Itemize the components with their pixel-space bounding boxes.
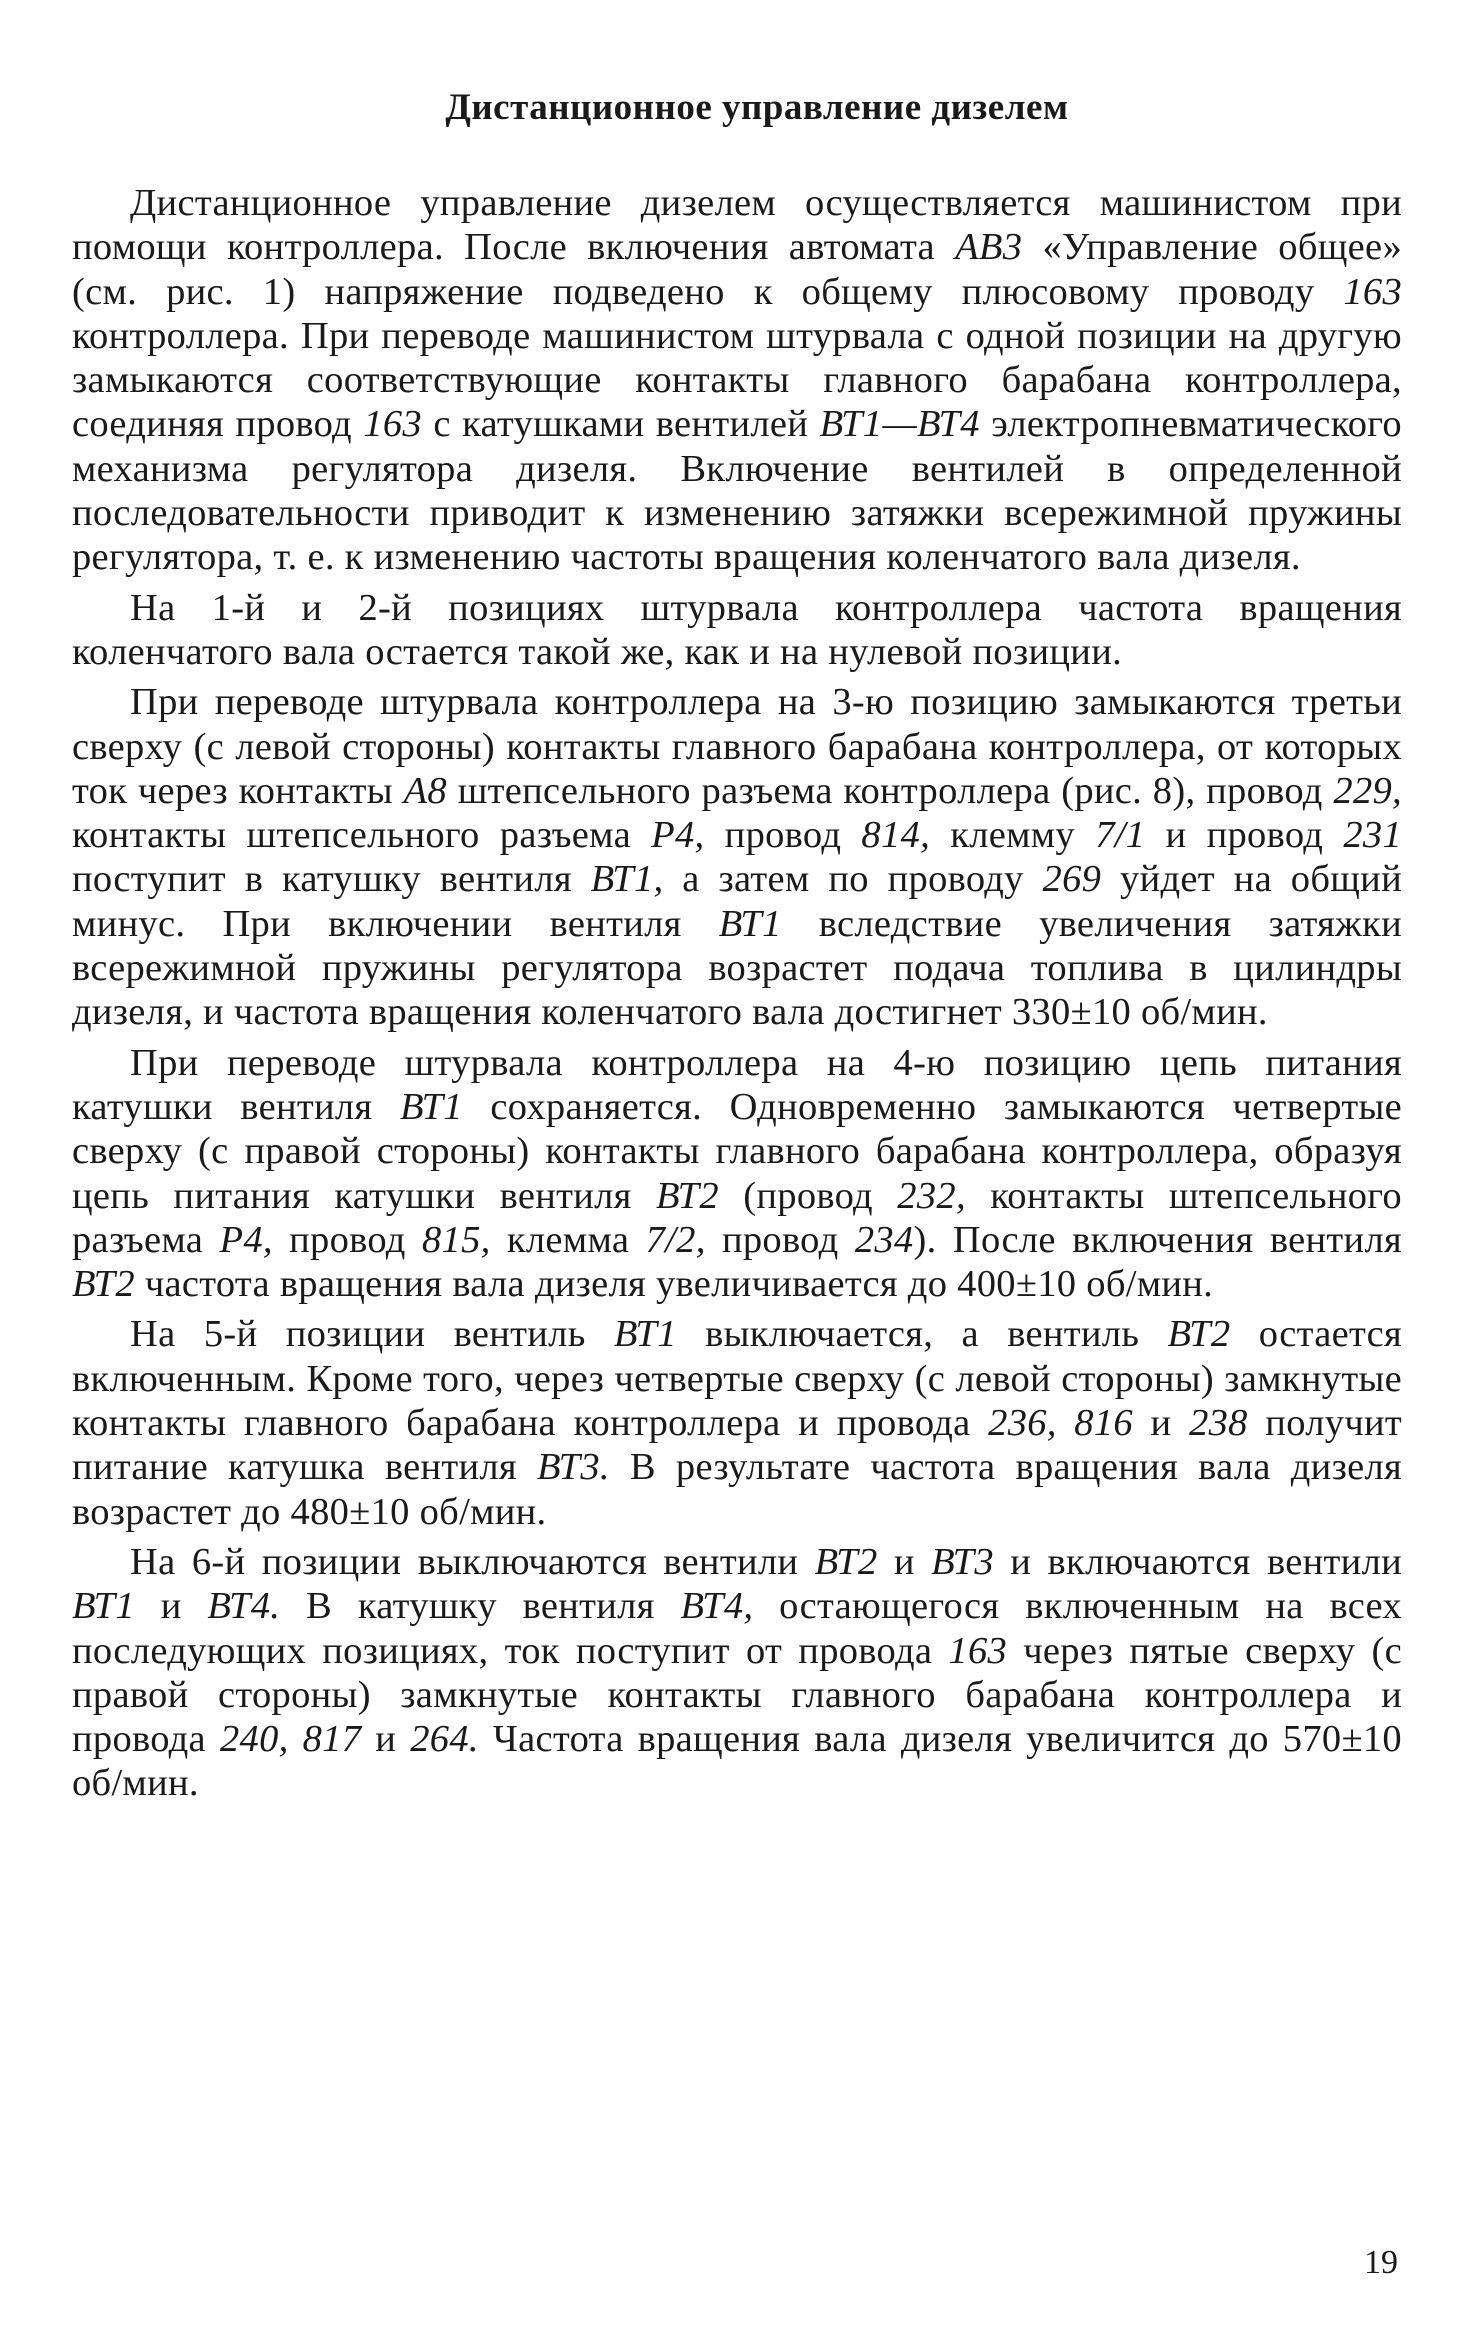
italic-reference: 231 [1343,814,1402,857]
text-run: Частота вращения вала дизеля увеличится до 570±10 об/мин. [72,1718,1402,1805]
italic-reference: ВТ3. [537,1446,610,1489]
text-run: На 6-й позиции выключаются вентили [130,1540,815,1583]
text-run: (провод [718,1174,898,1217]
text-run: клемма [490,1218,646,1261]
italic-reference: ВТ1 [399,1085,463,1128]
italic-reference: 7/1 [1095,814,1146,857]
paragraph [72,1312,1402,1533]
italic-reference: 163 [948,1629,1008,1672]
section-title: Дистанционное управление дизелем [445,87,1069,128]
text-run: частота вращения вала дизеля увеличивается до 400±10 об/мин. [134,1263,1214,1306]
text-run: При переводе штурвала контроллера на 4-ю позицию цепь питания катушки вентиля [72,1041,1402,1128]
text-run: выключается, а вентиль [676,1313,1168,1356]
text-run: На 5-й позиции вентиль [130,1313,614,1356]
text-run: и провод [1145,814,1344,857]
text-run: При переводе штурвала контроллера на 3-ю позицию замыкаются третьи сверху (с левой стороны) контакты главного барабана контроллера, от которых ток через контакты [72,681,1402,812]
paragraph [72,1041,1402,1307]
text-run: На 1-й и 2-й позициях штурвала контроллера частота вращения коленчатого вала остается такой же, как и на нулевой позиции. [72,586,1402,673]
text-run: сохраняется. Одновременно замыкаются четвертые сверху (с правой стороны) контакты главного барабана контроллера, образуя цепь питания катушки вентиля [72,1085,1402,1217]
text-run: контроллера. При переводе машинистом штурвала с одной позиции на другую замыкаются соответствующие контакты главного барабана контроллера, соединяя провод [72,314,1402,446]
paragraph [72,181,1402,580]
italic-reference: ВТ1 [718,902,782,945]
text-run: поступит в катушку вентиля [72,858,591,901]
italic-reference: ВТ1 [72,1585,135,1628]
italic-reference: ВТ4. [207,1585,281,1628]
text-run: и включаются вентили [993,1540,1402,1583]
document-page [72,86,1402,1812]
italic-reference: 815, [422,1218,491,1261]
italic-reference: ВТ1 [613,1313,677,1356]
text-run: и [361,1718,411,1761]
text-run: вследствие увеличения затяжки всережимной пружины регулятора возрастет подача топлива в цилиндры дизеля, и частота вращения коленчатого вала достигнет 330±10 об/мин. [72,902,1402,1034]
italic-reference: ВТ2 [814,1540,878,1583]
text-run: клемму [930,814,1096,857]
italic-reference: ВТ2 [1167,1313,1231,1356]
text-run: В катушку вентиля [280,1585,681,1628]
text-run: и [877,1540,932,1583]
text-run: и [1132,1402,1190,1445]
italic-reference: ВТ2 [72,1263,135,1306]
paragraph [72,1540,1402,1806]
italic-reference: ВТ3 [931,1540,994,1583]
italic-reference: 240, 817 [219,1718,362,1761]
italic-reference: 238 [1189,1402,1248,1445]
italic-reference: 163 [363,403,422,446]
italic-reference: 236, 816 [988,1402,1133,1445]
italic-reference: Р4, [651,814,705,857]
italic-reference: 229, [1333,769,1402,812]
italic-reference: АВ3 [955,226,1023,269]
text-run: остающегося включенным на всех последующих позициях, ток поступит от провода [72,1585,1402,1672]
text-run: провод [272,1218,422,1261]
page-number: 19 [1364,2244,1398,2281]
italic-reference: 232, [897,1174,966,1217]
italic-reference: А8 [403,769,447,812]
italic-reference: ВТ1, [590,858,664,901]
text-run: остается включенным. Кроме того, через четвертые сверху (с левой стороны) замкнутые контакты главного барабана контроллера и провода [72,1313,1403,1445]
italic-reference: 234 [854,1218,914,1261]
italic-reference: 814, [861,814,930,857]
text-run: «Управление общее» (см. рис. 1) напряжение подведено к общему плюсовому проводу [72,226,1402,313]
text-run: электропневматического механизма регулятора дизеля. Включение вентилей в определенной последовательности приводит к изменению затяжки всережимной пружины регулятора, т. е. к изменению частоты вращения коленчатого вала дизеля. [72,403,1402,579]
text-run: и [134,1585,208,1628]
body-text [72,181,1402,1806]
text-run: провод [704,814,862,857]
italic-reference: ВТ1—ВТ4 [819,403,980,446]
text-run: с катушками вентилей [421,403,820,446]
text-run: уйдет на общий минус. При включении вентиля [72,858,1402,945]
text-run: ). После включения вентиля [913,1218,1402,1261]
text-run: контакты штепсельного разъема [72,814,652,857]
text-run: штепсельного разъема контроллера (рис. 8), провод [446,769,1334,812]
text-run: получит питание катушка вентиля [72,1402,1403,1489]
italic-reference: 269 [1042,858,1102,901]
text-run: В результате частота вращения вала дизеля возрастет до 480±10 об/мин. [72,1446,1403,1533]
paragraph [72,586,1402,675]
text-run: провод [705,1218,855,1261]
italic-reference: ВТ4, [680,1585,754,1628]
text-run: через пятые сверху (с правой стороны) замкнутые контакты главного барабана контроллера и провода [72,1629,1402,1761]
italic-reference: 163 [1343,270,1402,313]
italic-reference: Р4, [219,1218,273,1261]
italic-reference: 264. [410,1718,479,1761]
text-run: Дистанционное управление дизелем осуществляется машинистом при помощи контроллера. После включения автомата [72,182,1402,269]
italic-reference: 7/2, [645,1218,706,1261]
italic-reference: ВТ2 [656,1174,719,1217]
text-run: контакты штепсельного разъема [72,1174,1402,1261]
paragraph [72,680,1402,1034]
text-run: а затем по проводу [663,858,1043,901]
